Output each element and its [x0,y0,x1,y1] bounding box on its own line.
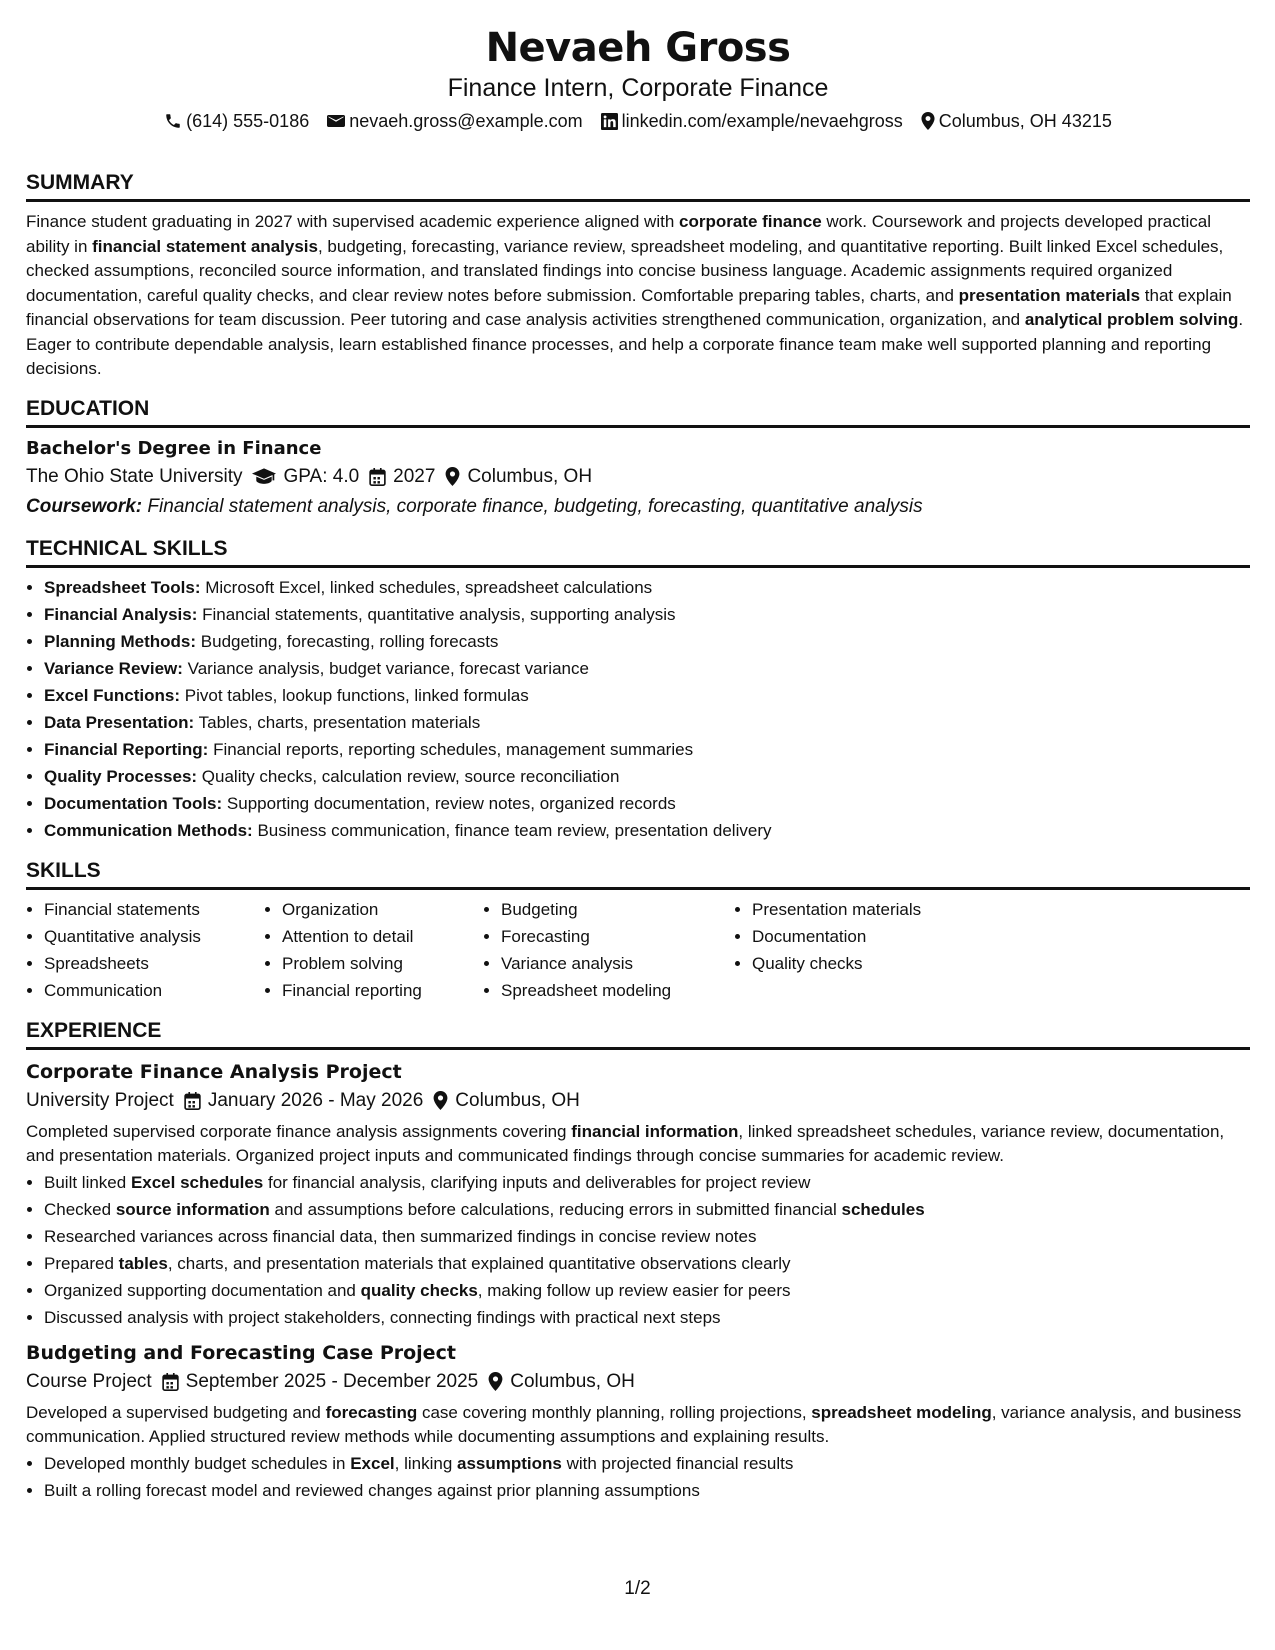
technical-skill-text: Quality checks, calculation review, source reconciliation [197,766,620,786]
skill-item: • Problem solving [282,950,483,977]
text-segment: and assumptions before calculations, reducing errors in submitted financial [269,1199,842,1219]
text-segment: Developed monthly budget schedules in [44,1453,351,1473]
text-segment: . Eager to contribute dependable analysis, learn established finance processes, and help a corporate finance team make well supported planning and reporting decisions. [26,310,1244,378]
text-segment: , variance analysis, and business communication. Applied structured review methods while documenting assumptions and explaining results. [26,1402,1242,1446]
skill-item: • Variance analysis [501,950,734,977]
text-segment: Discussed analysis with project stakeholders, connecting findings with practical next steps [44,1307,721,1327]
experience-dates: January 2026 - May 2026 [207,1089,424,1111]
bold-text: presentation materials [958,285,1141,305]
technical-skill-label: Communication Methods: [44,820,253,840]
technical-skill-text: Supporting documentation, review notes, organized records [222,793,676,813]
experience-bullets [26,1169,1250,1331]
experience-description [26,1401,1250,1450]
section-title-summary: SUMMARY [26,170,1250,202]
phone-text: (614) 555-0186 [186,111,310,131]
technical-skill-label: Financial Analysis: [44,604,198,624]
experience-bullet [44,1223,1250,1250]
skill-item: • Financial statements [44,896,264,923]
skills-column [483,896,734,1004]
bold-text: assumptions [457,1453,562,1473]
text-segment: , budgeting, forecasting, variance review, spreadsheet modeling, and quantitative reporting. Built linked Excel schedules, checked assumptions, reconciled source information, and translated findings into concise business language. Academic assignments required organized documentation, careful quality checks, and clear review notes before submission. Comfortable preparing tables, charts, and [26,236,1224,305]
experience-org: Course Project [26,1370,152,1392]
bold-text: spreadsheet modeling [811,1402,992,1422]
section-title-experience: EXPERIENCE [26,1018,1250,1050]
experience-meta [26,1367,1250,1397]
experience-org: University Project [26,1089,174,1111]
experience-meta [26,1086,1250,1116]
technical-skill-item [44,574,1250,601]
text-segment: , linked spreadsheet schedules, variance review, documentation, and presentation materials. Organized project inputs and communicated findings through concise summaries for academic review. [26,1121,1225,1165]
experience-title: Budgeting and Forecasting Case Project [26,1341,456,1364]
experience-bullet [44,1450,1250,1477]
technical-skills-list [26,574,1250,844]
text-segment: Researched variances across financial data, then summarized findings in concise review notes [44,1226,757,1246]
map-pin-icon [488,1372,503,1391]
page-number: 1/2 [624,1578,651,1599]
experience-bullet [44,1250,1250,1277]
experience-bullets [26,1450,1250,1504]
skill-item: • Presentation materials [752,896,1002,923]
technical-skill-text: Pivot tables, lookup functions, linked formulas [180,685,529,705]
coursework-label: Coursework: [26,495,143,517]
resume-header [26,24,1250,134]
text-segment: Built a rolling forecast model and reviewed changes against prior planning assumptions [44,1480,700,1500]
technical-skill-item [44,763,1250,790]
technical-skill-text: Variance analysis, budget variance, forecast variance [182,658,589,678]
experience-list [26,1058,1250,1504]
education-degree: Bachelor's Degree in Finance [26,437,322,459]
experience-bullet [44,1169,1250,1196]
text-segment: Built linked [44,1172,131,1192]
bold-text: forecasting [325,1402,418,1422]
candidate-title: Finance Intern, Corporate Finance [447,74,829,102]
bold-text: Excel schedules [130,1172,264,1192]
experience-bullet [44,1277,1250,1304]
bold-text: Excel [350,1453,395,1473]
bold-text: financial statement analysis [92,236,318,256]
technical-skill-item [44,736,1250,763]
text-segment: Developed a supervised budgeting and [26,1402,326,1422]
experience-location: Columbus, OH [455,1089,580,1111]
text-segment: with projected financial results [561,1453,794,1473]
bold-text: financial information [571,1121,739,1141]
section-title-skills: SKILLS [26,858,1250,890]
calendar-icon [369,468,386,486]
location-text: Columbus, OH 43215 [938,111,1112,131]
experience-description [26,1120,1250,1169]
education-location: Columbus, OH [467,465,593,487]
text-segment: Organized supporting documentation and [44,1280,361,1300]
experience-bullet [44,1477,1250,1504]
technical-skill-text: Financial statements, quantitative analysis, supporting analysis [197,604,676,624]
skill-item: • Financial reporting [282,977,483,1004]
contact-linkedin[interactable] [601,108,903,134]
technical-skill-item [44,601,1250,628]
skill-item: • Budgeting [501,896,734,923]
technical-skill-item [44,655,1250,682]
technical-skill-item [44,709,1250,736]
education-year: 2027 [393,465,436,487]
contact-email[interactable] [327,108,582,134]
technical-skill-item [44,628,1250,655]
skill-item: • Organization [282,896,483,923]
skill-item: • Spreadsheets [44,950,264,977]
education-school: The Ohio State University [26,465,243,487]
technical-skill-item [44,682,1250,709]
bold-text: corporate finance [679,212,822,231]
text-segment: that explain financial observations for team discussion. Peer tutoring and case analysis activities strengthened communication, organization, and [26,285,1232,329]
linkedin-icon [601,113,618,130]
contact-location [921,108,1112,134]
skill-item: • Attention to detail [282,923,483,950]
technical-skill-label: Spreadsheet Tools: [44,577,201,597]
technical-skill-item [44,817,1250,844]
resume-page [26,0,1250,1504]
skill-item: • Quality checks [752,950,1002,977]
education-gpa: GPA: 4.0 [283,465,360,487]
skills-column [734,896,1002,1004]
experience-location: Columbus, OH [510,1370,635,1392]
text-segment: for financial analysis, clarifying inputs and deliverables for project review [263,1172,811,1192]
calendar-icon [184,1092,201,1110]
text-segment: case covering monthly planning, rolling projections, [417,1402,812,1422]
skill-item: • Documentation [752,923,1002,950]
section-title-education: EDUCATION [26,396,1250,428]
skills-column [26,896,264,1004]
skill-item: • Quantitative analysis [44,923,264,950]
calendar-icon [162,1373,179,1391]
education-meta [26,462,1250,492]
technical-skill-text: Tables, charts, presentation materials [194,712,481,732]
bold-text: analytical problem solving [1024,310,1239,329]
bold-text: tables [118,1253,168,1273]
technical-skill-text: Business communication, finance team review, presentation delivery [252,820,772,840]
experience-entry [26,1058,1250,1331]
technical-skill-label: Data Presentation: [44,712,195,732]
envelope-icon [327,113,345,129]
bold-text: schedules [841,1199,925,1219]
experience-entry [26,1339,1250,1504]
experience-title: Corporate Finance Analysis Project [26,1060,402,1083]
text-segment: , making follow up review easier for peers [477,1280,791,1300]
bold-text: source information [115,1199,270,1219]
phone-icon [164,112,182,130]
text-segment: work. Coursework and projects developed practical ability in [26,212,1211,256]
skills-grid [26,896,1250,1004]
text-segment: Prepared [44,1253,119,1273]
technical-skill-label: Variance Review: [44,658,183,678]
candidate-name: Nevaeh Gross [485,25,791,71]
text-segment: Finance student graduating in 2027 with supervised academic experience aligned with [26,212,680,231]
email-text[interactable]: nevaeh.gross@example.com [349,111,583,131]
technical-skill-label: Excel Functions: [44,685,181,705]
map-pin-icon [921,112,935,130]
text-segment: , charts, and presentation materials that explained quantitative observations clearly [167,1253,791,1273]
technical-skill-text: Budgeting, forecasting, rolling forecasts [196,631,499,651]
education-coursework [26,492,1250,522]
technical-skill-label: Financial Reporting: [44,739,209,759]
skills-column [264,896,483,1004]
graduation-cap-icon [252,468,276,486]
text-segment: Checked [44,1199,116,1219]
text-segment: Completed supervised corporate finance analysis assignments covering [26,1121,572,1141]
technical-skill-label: Documentation Tools: [44,793,223,813]
experience-bullet [44,1196,1250,1223]
technical-skill-text: Financial reports, reporting schedules, management summaries [208,739,694,759]
technical-skill-text: Microsoft Excel, linked schedules, spreadsheet calculations [200,577,653,597]
map-pin-icon [433,1091,448,1110]
coursework-text: Financial statement analysis, corporate finance, budgeting, forecasting, quantitative analysis [147,495,923,517]
skill-item: • Forecasting [501,923,734,950]
section-title-technical-skills: TECHNICAL SKILLS [26,536,1250,568]
contact-bar [26,108,1250,134]
map-pin-icon [445,467,460,486]
summary-paragraph [26,210,1250,382]
experience-dates: September 2025 - December 2025 [185,1370,479,1392]
skill-item: • Spreadsheet modeling [501,977,734,1004]
experience-bullet [44,1304,1250,1331]
technical-skill-label: Planning Methods: [44,631,197,651]
technical-skill-item [44,790,1250,817]
technical-skill-label: Quality Processes: [44,766,198,786]
contact-phone [164,108,309,134]
linkedin-text[interactable]: linkedin.com/example/nevaehgross [621,111,903,131]
text-segment: , linking [394,1453,458,1473]
skill-item: • Communication [44,977,264,1004]
bold-text: quality checks [360,1280,478,1300]
